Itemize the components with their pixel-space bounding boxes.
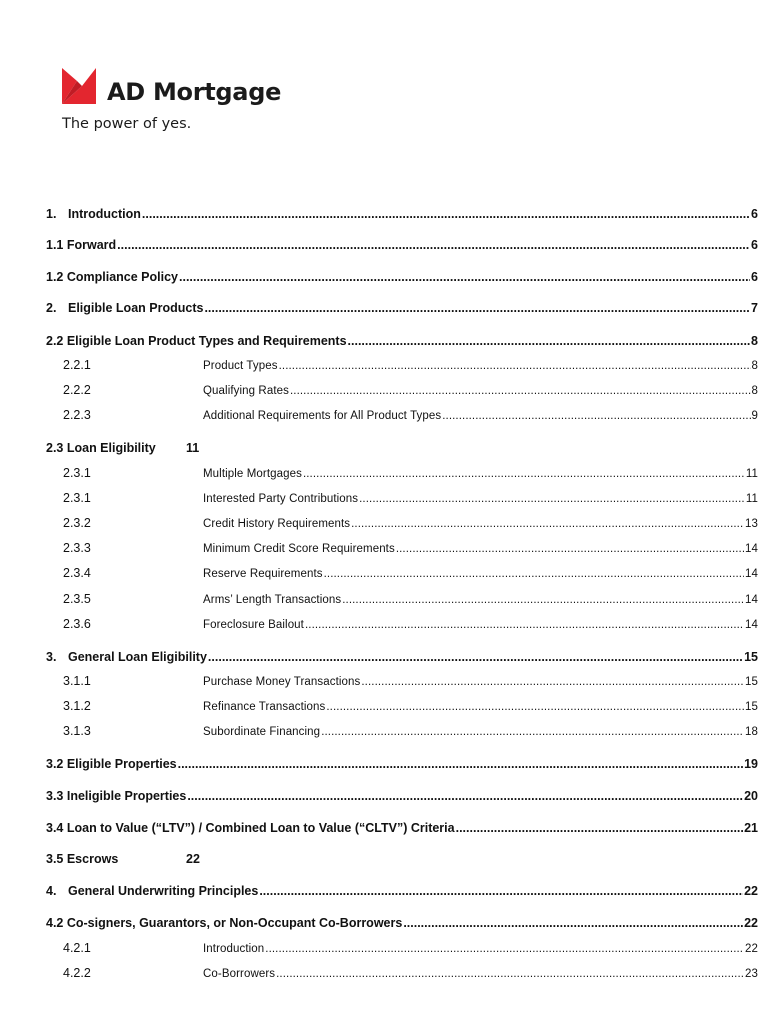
toc-number: 2.3.4 [63,566,91,580]
toc-entry[interactable] [46,516,758,530]
toc-number: 1. [46,207,57,221]
toc-title: 3.2 Eligible Properties [46,757,177,771]
toc-number: 4. [46,884,57,898]
toc-number: 2.2.2 [63,383,91,397]
toc-title: Foreclosure Bailout [203,619,304,631]
toc-leader [187,789,743,803]
toc-title: 3.4 Loan to Value (“LTV”) / Combined Loan to Value (“CLTV”) Criteria [46,821,455,835]
toc-entry[interactable] [46,852,758,866]
toc-entry[interactable] [46,441,758,455]
toc-entry[interactable] [46,674,758,688]
toc-page: 7 [751,301,758,315]
toc-entry[interactable] [46,699,758,713]
toc-leader [351,518,744,530]
ad-mortgage-logo-icon [62,68,96,104]
toc-entry[interactable] [46,789,758,803]
toc-leader [403,916,743,930]
toc-number: 4.2.2 [63,966,91,980]
toc-page: 19 [744,757,758,771]
toc-leader [276,968,744,980]
toc-number: 2.3.5 [63,592,91,606]
toc-title: Introduction [68,207,141,221]
toc-leader [178,757,743,771]
toc-entry[interactable] [46,916,758,930]
toc-leader [456,821,743,835]
toc-entry[interactable] [46,821,758,835]
toc-leader [290,385,751,397]
toc-page: 14 [745,594,758,606]
toc-leader [259,884,743,898]
toc-leader [324,568,744,580]
toc-page: 8 [751,360,758,372]
toc-page: 22 [186,852,200,866]
toc-title: 2.2 Eligible Loan Product Types and Requirements [46,334,347,348]
toc-leader [361,676,744,688]
toc-entry[interactable] [46,466,758,480]
toc-leader [396,543,744,555]
toc-number: 4.2.1 [63,941,91,955]
toc-page: 8 [751,334,758,348]
toc-title: General Underwriting Principles [68,884,259,898]
toc-entry[interactable] [46,491,758,505]
toc-number: 3.1.2 [63,699,91,713]
toc-leader [303,468,745,480]
toc-title: 4.2 Co-signers, Guarantors, or Non-Occupant Co-Borrowers [46,916,403,930]
toc-title: Product Types [203,360,278,372]
toc-title: Minimum Credit Score Requirements [203,543,395,555]
toc-entry[interactable] [46,757,758,771]
toc-leader [142,207,750,221]
toc-leader [321,726,744,738]
toc-page: 14 [745,619,758,631]
toc-page: 15 [745,701,758,713]
toc-page: 13 [745,518,758,530]
toc-page: 9 [751,410,758,422]
toc-title: Introduction [203,943,265,955]
toc-title: Purchase Money Transactions [203,676,361,688]
toc-leader [179,270,750,284]
toc-title: Refinance Transactions [203,701,326,713]
toc-leader [359,493,745,505]
toc-title: 3.5 Escrows [46,852,119,866]
toc-entry[interactable] [46,408,758,422]
toc-page: 20 [744,789,758,803]
toc-entry[interactable] [46,358,758,372]
toc-entry[interactable] [46,941,758,955]
brand-name: AD Mortgage [107,78,282,106]
toc-title: Multiple Mortgages [203,468,302,480]
toc-page: 8 [751,385,758,397]
toc-title: General Loan Eligibility [68,650,207,664]
toc-title: Interested Party Contributions [203,493,359,505]
toc-entry[interactable] [46,270,758,284]
toc-entry[interactable] [46,592,758,606]
toc-entry[interactable] [46,617,758,631]
toc-entry[interactable] [46,238,758,252]
toc-entry[interactable] [46,966,758,980]
toc-page: 15 [745,676,758,688]
toc-leader [326,701,744,713]
toc-page: 6 [751,270,758,284]
toc-number: 2.3.1 [63,466,91,480]
toc-title: 2.3 Loan Eligibility [46,441,156,455]
toc-page: 22 [745,943,758,955]
toc-title: Credit History Requirements [203,518,351,530]
toc-page: 14 [745,543,758,555]
toc-title: 3.3 Ineligible Properties [46,789,187,803]
toc-page: 22 [744,884,758,898]
toc-number: 3.1.3 [63,724,91,738]
toc-number: 2. [46,301,57,315]
toc-leader [348,334,751,348]
toc-entry[interactable] [46,207,758,221]
toc-page: 15 [744,650,758,664]
toc-page: 14 [745,568,758,580]
toc-title: 1.2 Compliance Policy [46,270,178,284]
toc-leader [208,650,743,664]
brand-tagline: The power of yes. [62,116,192,132]
toc-title: Arms’ Length Transactions [203,594,342,606]
toc-number: 2.3.3 [63,541,91,555]
toc-entry[interactable] [46,566,758,580]
toc-number: 2.3.6 [63,617,91,631]
toc-page: 18 [745,726,758,738]
toc-number: 2.3.1 [63,491,91,505]
toc-page: 23 [745,968,758,980]
toc-title: Additional Requirements for All Product Types [203,410,442,422]
toc-number: 2.2.1 [63,358,91,372]
toc-entry[interactable] [46,383,758,397]
toc-entry[interactable] [46,541,758,555]
toc-leader [442,410,750,422]
toc-title: 1.1 Forward [46,238,117,252]
toc-title: Qualifying Rates [203,385,289,397]
toc-title: Reserve Requirements [203,568,323,580]
toc-number: 3. [46,650,57,664]
toc-page: 6 [751,207,758,221]
toc-page: 21 [744,821,758,835]
toc-leader [305,619,744,631]
toc-entry[interactable] [46,301,758,315]
toc-page: 22 [744,916,758,930]
toc-leader [204,301,750,315]
toc-number: 2.3.2 [63,516,91,530]
toc-entry[interactable] [46,724,758,738]
toc-entry[interactable] [46,334,758,348]
toc-leader [117,238,750,252]
toc-title: Eligible Loan Products [68,301,204,315]
toc-entry[interactable] [46,884,758,898]
toc-leader [342,594,744,606]
toc-number: 2.2.3 [63,408,91,422]
toc-leader [265,943,744,955]
toc-page: 11 [186,441,200,455]
toc-number: 3.1.1 [63,674,91,688]
toc-title: Co-Borrowers [203,968,276,980]
toc-page: 11 [745,493,758,505]
toc-title: Subordinate Financing [203,726,321,738]
toc-page: 11 [745,468,758,480]
toc-page: 6 [751,238,758,252]
toc-leader [279,360,751,372]
toc-entry[interactable] [46,650,758,664]
